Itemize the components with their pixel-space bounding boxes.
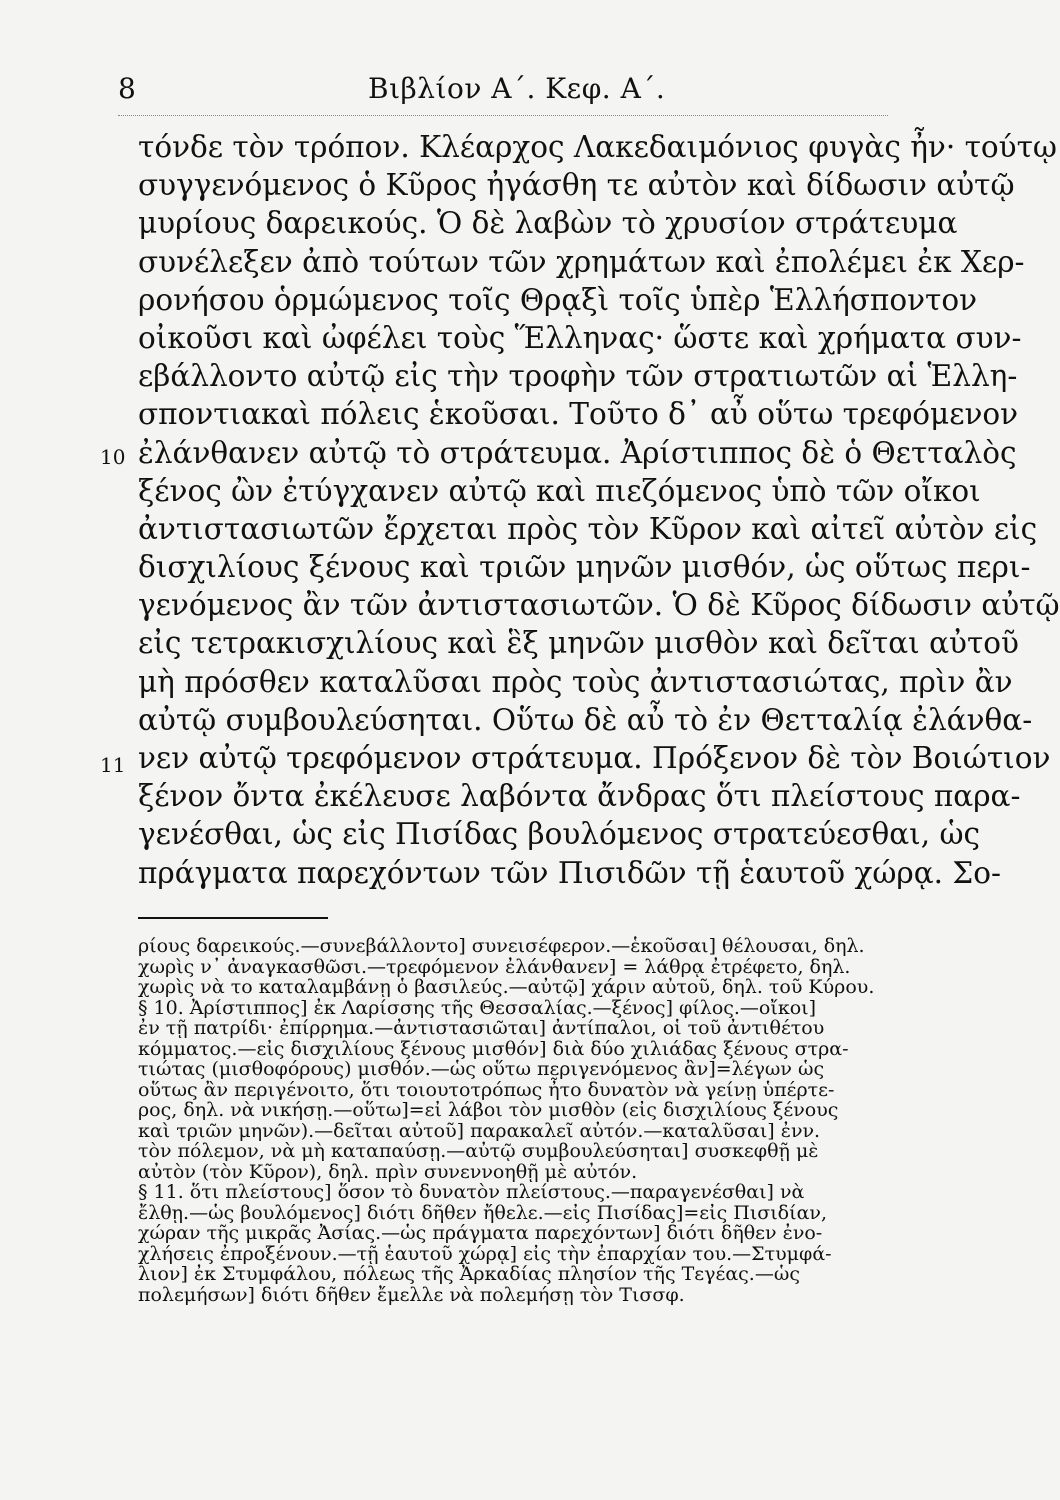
text-line: ἀντιστασιωτῶν ἔρχεται πρὸς τὸν Κῦρον καὶ αἰτεῖ αὐτὸν εἰς: [138, 511, 1038, 546]
footnote-line: ρος, δηλ. νὰ νικήσῃ.—οὕτω]=εἰ λάβοι τὸν μισθὸν (εἰς δισχιλίους ξένους: [138, 1099, 839, 1121]
text-line: εἰς τετρακισχιλίους καὶ ἓξ μηνῶν μισθὸν καὶ δεῖται αὐτοῦ: [138, 626, 1019, 661]
footnote-line: χωρὶς νὰ το καταλαμβάνῃ ὁ βασιλεύς.—αὐτῷ] χάριν αὐτοῦ, δηλ. τοῦ Κύρου.: [138, 976, 875, 998]
text-line: γενόμενος ἂν τῶν ἀντιστασιωτῶν. Ὁ δὲ Κῦρος δίδωσιν αὐτῷ: [138, 588, 1060, 623]
footnote-divider: [138, 917, 328, 919]
page-number: 8: [118, 72, 136, 105]
page-header: [118, 72, 888, 112]
main-text: [138, 128, 1060, 892]
footnote-line: αὐτὸν (τὸν Κῦρον), δηλ. πρὶν συνεννοηθῇ μὲ αὐτόν.: [138, 1160, 638, 1183]
line-number-10: 10: [100, 445, 126, 469]
footnote-line: λιον] ἐκ Στυμφάλου, πόλεως τῆς Ἀρκαδίας πλησίον τῆς Τεγέας.—ὡς: [138, 1263, 800, 1285]
footnote-line: ἐν τῇ πατρίδι· ἐπίρρημα.—ἀντιστασιῶται] ἀντίπαλοι, οἱ τοῦ ἀντιθέτου: [138, 1017, 825, 1039]
footnotes: [138, 936, 890, 1305]
text-line: ξένον ὄντα ἐκέλευσε λαβόντα ἄνδρας ὅτι πλείστους παρα-: [138, 779, 1021, 814]
footnote-line: χωρὶς ν᾽ ἀναγκασθῶσι.—τρεφόμενον ἐλάνθανεν] = λάθρᾳ ἐτρέφετο, δηλ.: [138, 955, 851, 978]
running-head: Βιβλίον Α΄. Κεφ. Α΄.: [368, 72, 666, 105]
footnote-line: οὕτως ἂν περιγένοιτο, ὅτι τοιουτοτρόπως ἦτο δυνατὸν νὰ γείνῃ ὑπέρτε-: [138, 1078, 835, 1101]
text-line: ἐλάνθανεν αὐτῷ τὸ στράτευμα. Ἀρίστιππος δὲ ὁ Θετταλὸς: [138, 435, 1017, 470]
line-number-11: 11: [100, 753, 126, 777]
footnote-line: ἔλθῃ.—ὡς βουλόμενος] διότι δῆθεν ἤθελε.—εἰς Πισίδας]=εἰς Πισιδίαν,: [138, 1201, 827, 1224]
footnote-line: πολεμήσων] διότι δῆθεν ἔμελλε νὰ πολεμήσῃ τὸν Τισσφ.: [138, 1283, 685, 1306]
footnote-line: καὶ τριῶν μηνῶν).—δεῖται αὐτοῦ] παρακαλεῖ αὐτόν.—καταλῦσαι] ἐνν.: [138, 1119, 821, 1142]
footnote-line: χλήσεις ἐπροξένουν.—τῇ ἑαυτοῦ χώρᾳ] εἰς τὴν ἐπαρχίαν του.—Στυμφά-: [138, 1242, 832, 1265]
footnote-line: χώραν τῆς μικρᾶς Ἀσίας.—ὡς πράγματα παρεχόντων] διότι δῆθεν ἐνο-: [138, 1222, 823, 1244]
text-line: μυρίους δαρεικούς. Ὁ δὲ λαβὼν τὸ χρυσίον στράτευμα: [138, 206, 958, 241]
text-line: σποντιακαὶ πόλεις ἑκοῦσαι. Τοῦτο δ᾽ αὖ οὕτω τρεφόμενον: [138, 397, 1019, 432]
text-line: τόνδε τὸν τρόπον. Κλέαρχος Λακεδαιμόνιος φυγὰς ἦν· τούτῳ: [138, 130, 1057, 164]
text-line: συνέλεξεν ἀπὸ τούτων τῶν χρημάτων καὶ ἐπολέμει ἐκ Χερ-: [138, 244, 1025, 279]
text-line: νεν αὐτῷ τρεφόμενον στράτευμα. Πρόξενον δὲ τὸν Βοιώτιον: [138, 741, 1051, 775]
text-line: γενέσθαι, ὡς εἰς Πισίδας βουλόμενος στρατεύεσθαι, ὡς: [138, 817, 981, 852]
footnote-line: κόμματος.—εἰς δισχιλίους ξένους μισθόν] διὰ δύο χιλιάδας ξένους στρα-: [138, 1037, 849, 1060]
footnote-line: ρίους δαρεικούς.—συνεβάλλοντο] συνεισέφερον.—ἑκοῦσαι] θέλουσαι, δηλ.: [138, 935, 865, 957]
footnote-line: § 10. Ἀρίστιππος] ἐκ Λαρίσσης τῆς Θεσσαλίας.—ξένος] φίλος.—οἴκοι]: [138, 996, 816, 1019]
header-divider: [118, 115, 888, 116]
text-line: δισχιλίους ξένους καὶ τριῶν μηνῶν μισθόν, ὡς οὕτως περι-: [138, 550, 1031, 585]
text-line: εβάλλοντο αὐτῷ εἰς τὴν τροφὴν τῶν στρατιωτῶν αἱ Ἑλλη-: [138, 359, 1018, 394]
text-line: αὐτῷ συμβουλεύσηται. Οὕτω δὲ αὖ τὸ ἐν Θετταλίᾳ ἐλάνθα-: [138, 702, 1033, 737]
text-line: πράγματα παρεχόντων τῶν Πισιδῶν τῇ ἑαυτοῦ χώρᾳ. Σο-: [138, 855, 1001, 890]
footnote-line: § 11. ὅτι πλείστους] ὅσον τὸ δυνατὸν πλείστους.—παραγενέσθαι] νὰ: [138, 1181, 805, 1203]
text-line: οἰκοῦσι καὶ ὠφέλει τοὺς Ἕλληνας· ὥστε καὶ χρήματα συν-: [138, 320, 1022, 355]
text-line: ρονήσου ὁρμώμενος τοῖς Θρᾳξὶ τοῖς ὑπὲρ Ἑλλήσποντον: [138, 282, 978, 317]
footnote-line: τιώτας (μισθοφόρους) μισθόν.—ὡς οὕτω περιγενόμενος ἂν]=λέγων ὡς: [138, 1058, 825, 1080]
footnote-line: τὸν πόλεμον, νὰ μὴ καταπαύσῃ.—αὐτῷ συμβουλεύσηται] συσκεφθῇ μὲ: [138, 1140, 819, 1162]
text-line: μὴ πρόσθεν καταλῦσαι πρὸς τοὺς ἀντιστασιώτας, πρὶν ἂν: [138, 664, 1013, 699]
text-line: ξένος ὢν ἐτύγχανεν αὐτῷ καὶ πιεζόμενος ὑπὸ τῶν οἴκοι: [138, 473, 981, 508]
text-line: συγγενόμενος ὁ Κῦρος ἠγάσθη τε αὐτὸν καὶ δίδωσιν αὐτῷ: [138, 168, 1015, 203]
